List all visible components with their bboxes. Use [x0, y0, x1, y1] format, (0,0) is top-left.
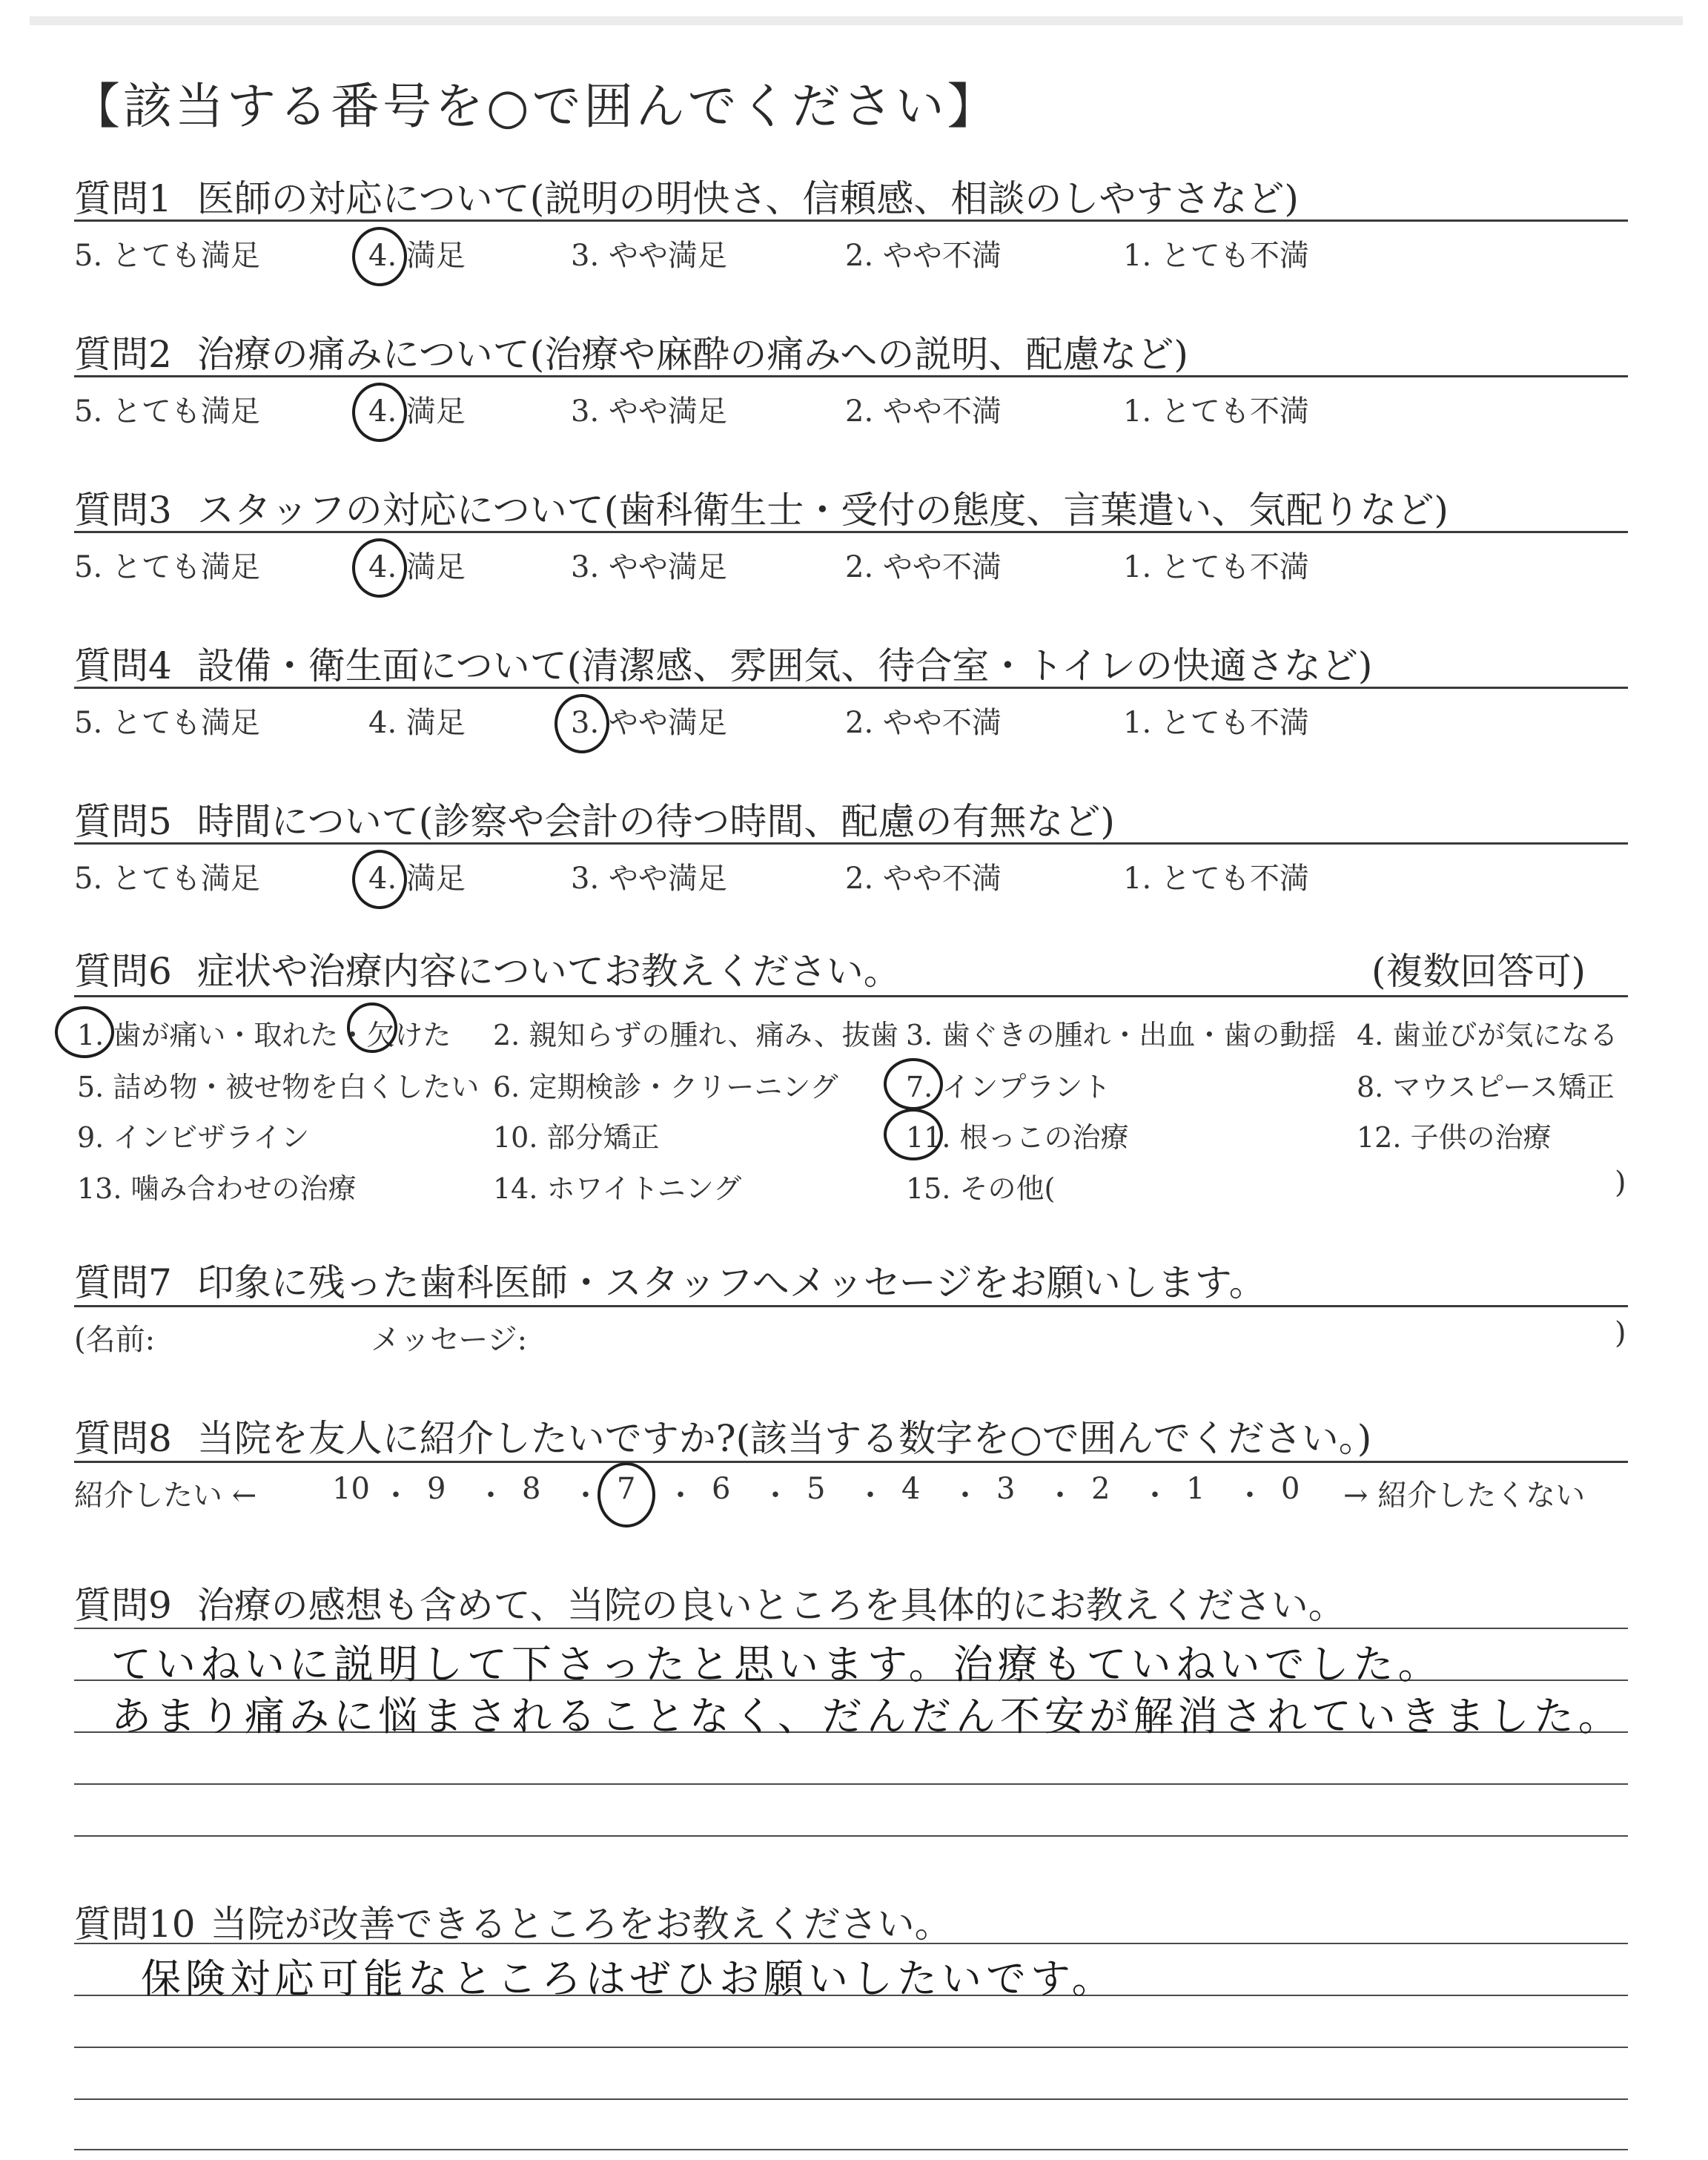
q6-option-5[interactable]: 5. 詰め物・被せ物を白くしたい: [77, 1071, 480, 1103]
q6-option-14[interactable]: 14. ホワイトニング: [493, 1172, 742, 1205]
q8-separator: ・: [666, 1479, 695, 1513]
selection-circle-mark: [555, 694, 609, 753]
q8-separator: ・: [1140, 1479, 1170, 1513]
q1-option-4[interactable]: 4. 満足: [368, 239, 466, 273]
q2-text: 治療の痛みについて(治療や麻酔の痛みへの説明、配慮など): [196, 333, 1188, 376]
q2-number: 質問2: [74, 333, 172, 376]
q5-option-5[interactable]: 5. とても満足: [74, 862, 260, 896]
q3-text: スタッフの対応について(歯科衛生士・受付の態度、言葉遣い、気配りなど): [196, 489, 1449, 532]
q6-option-1[interactable]: 1. 歯が痛い・取れた・欠けた: [77, 1019, 451, 1051]
selection-circle-mark: [352, 538, 407, 598]
q3-number: 質問3: [74, 489, 172, 532]
q7-message-label: メッセージ:: [371, 1323, 528, 1357]
q5-option-4[interactable]: 4. 満足: [368, 862, 466, 896]
selection-circle-mark: [884, 1109, 943, 1160]
q5-heading: [74, 792, 1115, 845]
q6-option-9[interactable]: 9. インビザライン: [77, 1121, 310, 1154]
q8-scale-0[interactable]: 0: [1281, 1472, 1300, 1506]
selection-circle-mark: [598, 1462, 655, 1527]
selection-circle-mark: [352, 227, 407, 286]
q5-option-2[interactable]: 2. やや不満: [845, 862, 1002, 896]
q8-separator: ・: [476, 1479, 506, 1513]
selection-circle-mark: [55, 1006, 114, 1058]
q4-option-3[interactable]: 3. やや満足: [571, 706, 727, 740]
q9-heading: [74, 1576, 1345, 1629]
q3-option-4[interactable]: 4. 満足: [368, 550, 466, 584]
q10-write-line: [74, 1943, 1628, 1944]
q2-option-1[interactable]: 1. とても不満: [1123, 394, 1309, 429]
q8-separator: ・: [761, 1479, 790, 1513]
page-title: 【該当する番号を○で囲んでください】: [71, 78, 999, 135]
q8-left-label: 紹介したい ←: [74, 1479, 257, 1513]
q8-scale-4[interactable]: 4: [901, 1472, 921, 1506]
q1-option-2[interactable]: 2. やや不満: [845, 239, 1002, 273]
q8-separator: ・: [381, 1479, 411, 1513]
q6-multi-note: (複数回答可): [1371, 950, 1586, 993]
q3-option-5[interactable]: 5. とても満足: [74, 550, 260, 584]
q9-text: 治療の感想も含めて、当院の良いところを具体的にお教えください。: [196, 1584, 1345, 1627]
q8-scale-9[interactable]: 9: [427, 1472, 446, 1506]
q1-option-3[interactable]: 3. やや満足: [571, 239, 727, 273]
q8-heading: [74, 1409, 1371, 1462]
q6-option-15[interactable]: 15. その他(: [906, 1172, 1056, 1205]
q3-rule: [74, 531, 1628, 533]
q2-option-5[interactable]: 5. とても満足: [74, 394, 260, 429]
q10-heading: [74, 1895, 952, 1948]
pen-mark-circle: [347, 1003, 397, 1053]
q1-heading: [74, 169, 1299, 222]
q5-option-3[interactable]: 3. やや満足: [571, 862, 727, 896]
q9-answer-line: ていねいに説明して下さったと思います。治療もていねいでした。: [111, 1641, 1443, 1688]
q6-option-13[interactable]: 13. 噛み合わせの治療: [77, 1172, 357, 1205]
q9-number: 質問9: [74, 1584, 172, 1627]
q10-text: 当院が改善できるところをお教えください。: [210, 1903, 952, 1946]
q2-rule: [74, 375, 1628, 377]
q8-text: 当院を友人に紹介したいですか?(該当する数字を○で囲んでください。): [196, 1417, 1372, 1460]
q3-option-1[interactable]: 1. とても不満: [1123, 550, 1309, 584]
q6-other-close: ): [1615, 1166, 1626, 1200]
q8-separator: ・: [1235, 1479, 1265, 1513]
q8-scale-5[interactable]: 5: [807, 1472, 826, 1506]
q10-write-line: [74, 2047, 1628, 2048]
q8-separator: ・: [950, 1479, 980, 1513]
q2-option-3[interactable]: 3. やや満足: [571, 394, 727, 429]
q6-text: 症状や治療内容についてお教えください。: [196, 950, 901, 993]
q4-option-2[interactable]: 2. やや不満: [845, 706, 1002, 740]
q3-option-2[interactable]: 2. やや不満: [845, 550, 1002, 584]
q6-rule: [74, 995, 1628, 997]
q1-rule: [74, 219, 1628, 222]
q5-rule: [74, 842, 1628, 845]
q7-rule: [74, 1305, 1628, 1307]
q9-answer-line: あまり痛みに悩まされることなく、だんだん不安が解消されていきました。: [111, 1693, 1623, 1740]
q8-separator: ・: [1045, 1479, 1075, 1513]
q8-scale-7[interactable]: 7: [617, 1472, 636, 1506]
q1-option-5[interactable]: 5. とても満足: [74, 239, 260, 273]
q6-option-6[interactable]: 6. 定期検診・クリーニング: [493, 1071, 838, 1103]
q4-text: 設備・衛生面について(清潔感、雰囲気、待合室・トイレの快適さなど): [196, 644, 1373, 687]
q1-number: 質問1: [74, 177, 172, 220]
q5-text: 時間について(診察や会計の待つ時間、配慮の有無など): [196, 800, 1115, 843]
q8-scale-6[interactable]: 6: [712, 1472, 731, 1506]
q4-rule: [74, 687, 1628, 689]
q6-option-11[interactable]: 11. 根っこの治療: [906, 1121, 1129, 1154]
q10-write-line: [74, 2098, 1628, 2100]
q1-option-1[interactable]: 1. とても不満: [1123, 239, 1309, 273]
q9-write-line: [74, 1783, 1628, 1785]
q3-option-3[interactable]: 3. やや満足: [571, 550, 727, 584]
scan-edge: [30, 16, 1683, 25]
q10-write-line: [74, 2149, 1628, 2150]
q7-number: 質問7: [74, 1261, 172, 1304]
q4-option-1[interactable]: 1. とても不満: [1123, 706, 1309, 740]
q4-heading: [74, 636, 1372, 690]
q6-option-10[interactable]: 10. 部分矯正: [493, 1121, 660, 1154]
q6-option-12[interactable]: 12. 子供の治療: [1357, 1121, 1552, 1154]
q8-rule: [74, 1461, 1628, 1463]
selection-circle-mark: [352, 850, 407, 909]
q3-heading: [74, 480, 1449, 534]
q6-option-3[interactable]: 3. 歯ぐきの腫れ・出血・歯の動揺: [906, 1019, 1337, 1051]
q6-option-8[interactable]: 8. マウスピース矯正: [1357, 1071, 1615, 1103]
q8-scale-1[interactable]: 1: [1186, 1472, 1205, 1506]
q6-option-4[interactable]: 4. 歯並びが気になる: [1357, 1019, 1618, 1051]
q8-scale-8[interactable]: 8: [522, 1472, 541, 1506]
q8-number: 質問8: [74, 1417, 172, 1460]
q5-number: 質問5: [74, 800, 172, 843]
q6-heading: [74, 942, 901, 995]
selection-circle-mark: [352, 383, 407, 442]
q8-separator: ・: [571, 1479, 600, 1513]
q7-heading: [74, 1253, 1266, 1307]
q7-name-label: (名前:: [74, 1323, 156, 1357]
q7-text: 印象に残った歯科医師・スタッフへメッセージをお願いします。: [196, 1261, 1266, 1304]
q4-option-4[interactable]: 4. 満足: [368, 706, 466, 740]
q2-option-4[interactable]: 4. 満足: [368, 394, 466, 429]
q5-option-1[interactable]: 1. とても不満: [1123, 862, 1309, 896]
q2-heading: [74, 325, 1188, 378]
q10-number: 質問10: [74, 1903, 196, 1946]
q6-option-7[interactable]: 7. インプラント: [906, 1071, 1111, 1103]
q6-option-2[interactable]: 2. 親知らずの腫れ、痛み、抜歯: [493, 1019, 898, 1051]
q8-scale-10[interactable]: 10: [332, 1472, 370, 1506]
q2-option-2[interactable]: 2. やや不満: [845, 394, 1002, 429]
q4-number: 質問4: [74, 644, 172, 687]
q8-scale-3[interactable]: 3: [996, 1472, 1016, 1506]
q6-number: 質問6: [74, 950, 172, 993]
q1-text: 医師の対応について(説明の明快さ、信頼感、相談のしやすさなど): [196, 177, 1299, 220]
q7-close: ): [1615, 1316, 1626, 1350]
q10-answer-line: 保険対応可能なところはぜひお願いしたいです。: [141, 1955, 1116, 2002]
q9-write-line: [74, 1628, 1628, 1629]
q4-option-5[interactable]: 5. とても満足: [74, 706, 260, 740]
q9-write-line: [74, 1835, 1628, 1837]
q8-scale-2[interactable]: 2: [1091, 1472, 1110, 1506]
q8-separator: ・: [855, 1479, 885, 1513]
q8-right-label: → 紹介したくない: [1343, 1479, 1586, 1513]
selection-circle-mark: [884, 1058, 943, 1110]
